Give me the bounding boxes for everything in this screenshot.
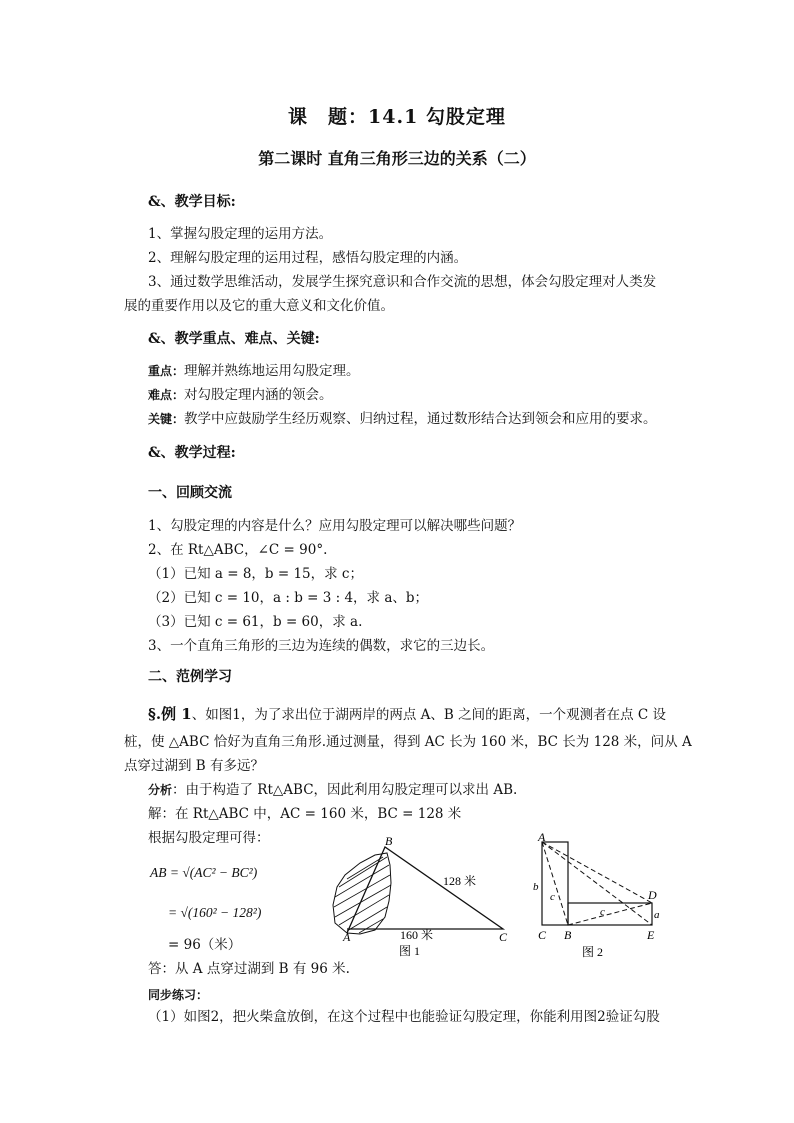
point-label-b: B — [564, 928, 572, 942]
example-line-1-text: 、如图1，为了求出位于湖两岸的两点 A、B 之间的距离，一个观测者在点 C 设 — [191, 707, 666, 723]
figure-2-caption: 图 2 — [582, 945, 604, 959]
practice-label: 同步练习： — [148, 988, 209, 1002]
figure-2-matchbox — [530, 830, 680, 965]
focus-label: 重点： — [148, 364, 185, 378]
review-q1: 1、勾股定理的内容是什么？应用勾股定理可以解决哪些问题？ — [148, 518, 522, 534]
formula-line-2: = √(160² − 128²) — [168, 905, 262, 920]
side-label-a: a — [654, 909, 660, 921]
key-line — [148, 410, 657, 428]
difficulty-text: 对勾股定理内涵的领会。 — [184, 387, 333, 403]
side-label-c2: c — [600, 906, 605, 918]
point-label-c: C — [538, 928, 547, 942]
figure-1-caption: 图 1 — [399, 944, 421, 958]
solution-line: 解：在 Rt△ABC 中，AC = 160 米，BC = 128 米 — [148, 806, 462, 822]
example-label: §.例 1 — [148, 705, 192, 723]
review-q2-1: （1）已知 a = 8，b = 15，求 c； — [148, 566, 363, 582]
difficulty-label: 难点： — [148, 388, 185, 402]
point-label-a: A — [538, 830, 546, 844]
example-line-2: 桩，使 △ABC 恰好为直角三角形.通过测量，得到 AC 长为 160 米，BC 长为 128 米，问从 A — [124, 734, 692, 750]
formula-line-3: = 96（米） — [168, 937, 242, 953]
example-heading: 二、范例学习 — [148, 669, 232, 685]
point-label-a: A — [343, 930, 351, 944]
objective-item-2: 2、理解勾股定理的运用过程，感悟勾股定理的内涵。 — [148, 250, 468, 266]
objective-item-1: 1、掌握勾股定理的运用方法。 — [148, 226, 333, 242]
analysis-line — [148, 781, 517, 799]
difficulty-line — [148, 386, 333, 404]
answer-line: 答：从 A 点穿过湖到 B 有 96 米. — [148, 961, 350, 977]
page-subtitle: 第二课时 直角三角形三边的关系（二） — [258, 149, 536, 168]
dashed-lines — [542, 842, 652, 925]
objective-item-3-cont: 展的重要作用以及它的重大意义和文化价值。 — [124, 298, 394, 314]
focus-text: 理解并熟练地运用勾股定理。 — [184, 363, 360, 379]
point-label-e: E — [647, 928, 655, 942]
example-line-1 — [148, 705, 666, 724]
review-q3: 3、一个直角三角形的三边为连续的偶数，求它的三边长。 — [148, 638, 495, 654]
analysis-label: 分析 — [148, 783, 173, 797]
example-line-3: 点穿过湖到 B 有多远？ — [124, 758, 265, 774]
by-theorem-line: 根据勾股定理可得： — [148, 830, 270, 846]
process-heading: &、教学过程: — [148, 445, 236, 461]
practice-item-1: （1）如图2，把火柴盒放倒，在这个过程中也能验证勾股定理，你能利用图2验证勾股 — [148, 1009, 660, 1025]
figure-1-lake-triangle — [325, 835, 525, 960]
objective-item-3: 3、通过数学思维活动，发展学生探究意识和合作交流的思想，体会勾股定理对人类发 — [148, 274, 657, 290]
review-q2-2: （2）已知 c = 10，a : b = 3 : 4，求 a、b； — [148, 590, 429, 606]
key-points-heading: &、教学重点、难点、关键: — [148, 331, 320, 347]
point-label-b: B — [385, 835, 393, 848]
side-ac-label: 160 米 — [400, 928, 434, 942]
practice-heading — [148, 986, 208, 1004]
side-bc-label: 128 米 — [443, 874, 477, 888]
formula-line-1: AB = √(AC² − BC²) — [150, 865, 258, 880]
focus-line — [148, 362, 360, 380]
objectives-heading: &、教学目标: — [148, 194, 236, 210]
side-label-c1: c — [550, 891, 555, 903]
analysis-text: ：由于构造了 Rt△ABC，因此利用勾股定理可以求出 AB. — [172, 782, 518, 798]
point-label-c: C — [499, 930, 508, 944]
review-q2: 2、在 Rt△ABC，∠C = 90°. — [148, 542, 328, 558]
side-label-b: b — [533, 881, 539, 893]
key-text: 教学中应鼓励学生经历观察、归纳过程，通过数形结合达到领会和应用的要求。 — [184, 411, 657, 427]
review-heading: 一、回顾交流 — [148, 485, 232, 501]
page-title: 课 题：14.1 勾股定理 — [288, 106, 506, 128]
review-q2-3: （3）已知 c = 61，b = 60，求 a. — [148, 614, 363, 630]
key-label: 关键： — [148, 412, 185, 426]
point-label-d: D — [648, 888, 657, 902]
